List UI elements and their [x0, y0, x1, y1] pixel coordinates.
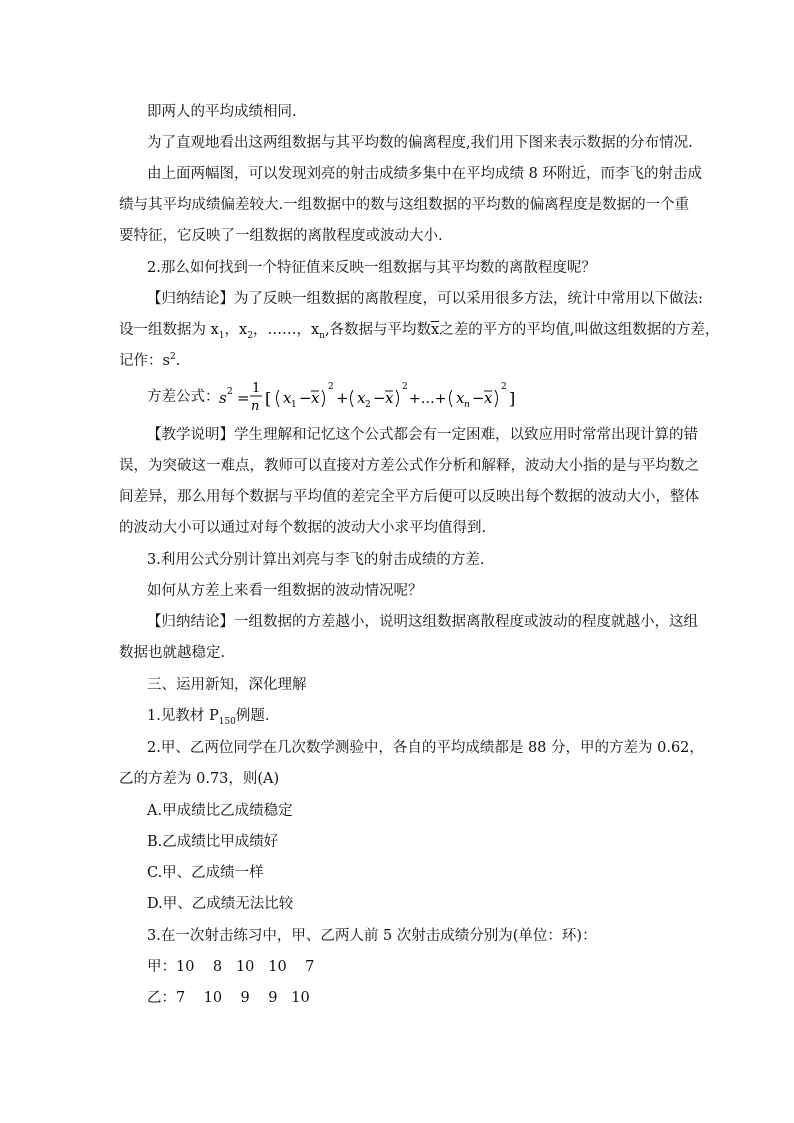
term-x: x	[283, 389, 292, 407]
text-fragment: 之差的平方的平均值,叫做这组数据的方差，	[439, 322, 720, 338]
text-fragment: .	[175, 353, 181, 369]
paragraph-line: 乙的方差为 0.73，则(A)	[119, 771, 280, 787]
text-fragment: 记作：s	[119, 353, 170, 369]
text-fragment: ,各数据与平均数	[324, 322, 432, 338]
scores-jia: 甲：10 8 10 10 7	[147, 959, 315, 975]
text-fragment: 例题.	[235, 708, 270, 724]
scores-yi: 乙：7 10 9 9 10	[147, 990, 310, 1006]
question-2-line: 2.那么如何找到一个特征值来反映一组数据与其平均数的离散程度呢？	[147, 260, 596, 276]
term-x: x	[357, 389, 366, 407]
term-sub: 1	[291, 400, 297, 410]
term-minus: −	[373, 389, 386, 407]
term-exp: 2	[501, 382, 507, 392]
paragraph-line: 数据也就越稳定.	[119, 645, 226, 661]
subscript: n	[319, 330, 325, 341]
text-fragment: 1.见教材 P	[147, 708, 219, 724]
paragraph-line: 即两人的平均成绩相同.	[147, 104, 297, 120]
subscript: 2	[247, 330, 253, 341]
term-xbar: x	[484, 389, 493, 407]
exercise-3-line: 3.在一次射击练习中，甲、乙两人前 5 次射击成绩分别为(单位：环)：	[147, 928, 597, 944]
formula-s: s	[219, 389, 227, 407]
subscript: 150	[218, 716, 236, 727]
text-fragment: 设一组数据为 x	[119, 322, 219, 338]
paragraph-line: 为了直观地看出这两组数据与其平均数的偏离程度,我们用下图来表示数据的分布情况.	[147, 135, 693, 151]
term-exp: 2	[328, 382, 334, 392]
left-paren	[277, 390, 280, 407]
term-x: x	[456, 389, 465, 407]
paragraph-line: 绩与其平均成绩偏差较大.一组数据中的数与这组数据的平均数的偏离程度是数据的一个重	[119, 197, 690, 213]
paragraph-line: 间差异，那么用每个数据与平均值的差完全平方后便可以反映出每个数据的波动大小，整体	[119, 489, 699, 505]
left-paren	[351, 390, 354, 407]
paragraph-line: 由上面两幅图，可以发现刘亮的射击成绩多集中在平均成绩 8 环附近，而李飞的射击成	[147, 166, 702, 182]
option-d: D.甲、乙成绩无法比较	[147, 896, 294, 912]
superscript: 2	[169, 352, 176, 363]
question-3-line: 3.利用公式分别计算出刘亮与李飞的射击成绩的方差.	[147, 552, 485, 568]
right-bracket: ]	[509, 389, 516, 408]
text-fragment: ，x	[224, 322, 248, 338]
variance-definition-line	[119, 319, 719, 341]
section-heading: 三、运用新知，深化理解	[147, 677, 307, 693]
exercise-1-line	[147, 705, 270, 727]
paragraph-line: 要特征，它反映了一组数据的离散程度或波动大小.	[119, 228, 443, 244]
option-a: A.甲成绩比乙成绩稳定	[147, 803, 293, 819]
conclusion-heading-line: 【归纳结论】为了反映一组数据的离散程度，可以采用很多方法，统计中常用以下做法:	[147, 291, 703, 307]
exercise-2-line: 2.甲、乙两位同学在几次数学测验中，各自的平均成绩都是 88 分，甲的方差为 0.62，	[147, 740, 704, 756]
left-paren	[450, 390, 453, 407]
term-sub: 2	[365, 400, 371, 410]
teaching-note-line: 【教学说明】学生理解和记忆这个公式都会有一定困难，以致应用时常常出现计算的错	[147, 427, 698, 443]
term-sub: n	[464, 400, 470, 410]
formula-s-exp: 2	[227, 387, 233, 397]
term-ellipsis: +…+	[409, 391, 447, 407]
right-paren	[396, 390, 399, 407]
formula-numerator: 1	[252, 381, 261, 396]
x-bar-symbol: $\overline{x}$	[431, 322, 440, 338]
option-c: C.甲、乙成绩一样	[147, 865, 264, 881]
formula-label: 方差公式：	[147, 389, 220, 405]
paragraph-line: 的波动大小可以通过对每个数据的波动大小求平均值得到.	[119, 520, 487, 536]
conclusion-heading-line: 【归纳结论】一组数据的方差越小，说明这组数据离散程度或波动的程度就越小，这组	[147, 614, 698, 630]
left-bracket: [	[265, 389, 272, 408]
option-b: B.乙成绩比甲成绩好	[147, 834, 279, 850]
term-plus: +	[336, 389, 349, 407]
right-paren	[322, 390, 325, 407]
term-xbar: x	[385, 389, 394, 407]
paragraph-line: 误，为突破这一难点，教师可以直接对方差公式作分析和解释，波动大小指的是与平均数之	[119, 458, 699, 474]
formula-denominator: n	[251, 399, 260, 414]
term-minus: −	[472, 389, 485, 407]
formula-graphic	[219, 377, 579, 417]
term-xbar: x	[311, 389, 320, 407]
term-exp: 2	[402, 382, 408, 392]
question-line: 如何从方差上来看一组数据的波动情况呢？	[147, 583, 423, 599]
subscript: 1	[218, 330, 225, 341]
formula-equals: =	[237, 389, 250, 407]
right-paren	[495, 390, 498, 407]
term-minus: −	[299, 389, 312, 407]
text-fragment: ，……，x	[252, 322, 320, 338]
notation-line	[119, 350, 180, 372]
